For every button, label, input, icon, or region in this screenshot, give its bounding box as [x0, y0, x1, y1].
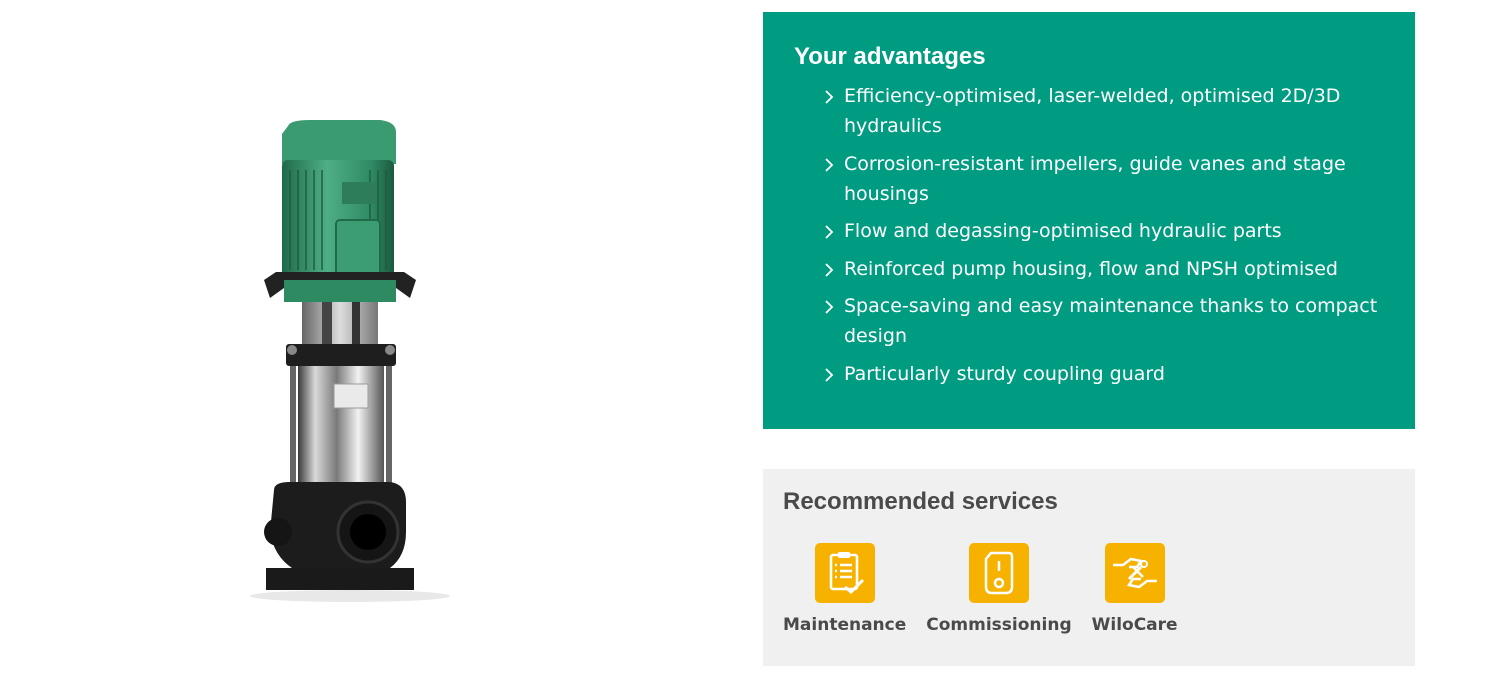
product-image — [240, 112, 480, 612]
advantage-item — [823, 216, 1385, 246]
service-label: Maintenance — [783, 615, 907, 635]
chevron-right-icon — [823, 224, 835, 240]
advantage-item — [823, 149, 1385, 209]
service-commissioning[interactable] — [926, 543, 1071, 635]
advantage-text: Reinforced pump housing, flow and NPSH optimised — [844, 257, 1338, 280]
advantage-text: Corrosion-resistant impellers, guide vanes and stage housings — [844, 152, 1346, 205]
chevron-right-icon — [823, 367, 835, 383]
service-maintenance[interactable] — [783, 543, 906, 635]
advantage-item — [823, 359, 1385, 389]
chevron-right-icon — [823, 299, 835, 315]
advantages-title: Your advantages — [794, 43, 986, 70]
advantage-item — [823, 81, 1385, 141]
services-row — [783, 543, 1395, 635]
advantage-item — [823, 254, 1385, 284]
advantages-list — [794, 81, 1385, 389]
chevron-right-icon — [823, 89, 835, 105]
service-label: Commissioning — [926, 615, 1072, 635]
advantage-text: Particularly sturdy coupling guard — [844, 362, 1165, 385]
recommended-services-panel — [763, 469, 1415, 666]
service-wilocare[interactable] — [1092, 543, 1178, 635]
hands-tools-icon — [1105, 543, 1165, 603]
switch-icon — [969, 543, 1029, 603]
chevron-right-icon — [823, 157, 835, 173]
advantages-panel — [763, 12, 1415, 429]
pump-image — [240, 112, 480, 612]
advantage-text: Efficiency-optimised, laser-welded, optimised 2D/3D hydraulics — [844, 85, 1341, 137]
service-label: WiloCare — [1091, 615, 1178, 635]
chevron-right-icon — [823, 262, 835, 278]
clipboard-checklist-icon — [815, 543, 875, 603]
advantage-text: Space-saving and easy maintenance thanks to compact design — [844, 295, 1378, 347]
services-title: Recommended services — [783, 488, 1058, 515]
advantage-text: Flow and degassing-optimised hydraulic parts — [844, 220, 1282, 242]
advantage-item — [823, 291, 1385, 351]
